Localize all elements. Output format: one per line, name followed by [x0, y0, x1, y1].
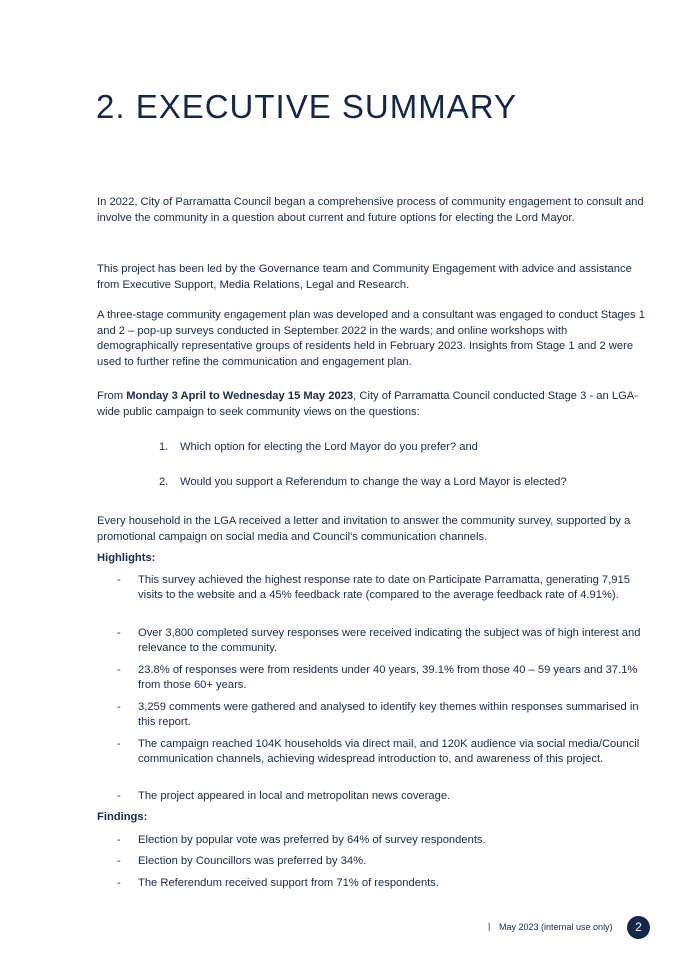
- question-item: [159, 440, 478, 456]
- finding-item: [117, 833, 645, 848]
- bullet-dash: -: [117, 664, 121, 676]
- bullet-dash: -: [117, 701, 121, 713]
- intro-paragraph-2: This project has been led by the Governance team and Community Engagement with advice and assistance from Executive Support, Media Relations, Legal and Research.: [97, 263, 632, 291]
- household-paragraph: Every household in the LGA received a letter and invitation to answer the community survey, supported by a promotional campaign on social media and Council's communication channels.: [97, 515, 631, 543]
- highlight-item: [117, 626, 645, 656]
- highlight-item: [117, 573, 645, 603]
- intro-paragraph-3: A three-stage community engagement plan was developed and a consultant was engaged to conduct Stages 1 and 2 – pop-up surveys conducted in September 2022 in the wards; and online workshops with demographically representative groups of residents held in February 2023. Insights from Stage 1 and 2 were used to further refine the communication and engagement plan.: [97, 309, 645, 368]
- bullet-dash: -: [117, 738, 121, 750]
- campaign-dates: Monday 3 April to Wednesday 15 May 2023: [126, 390, 354, 402]
- bullet-dash: -: [117, 790, 121, 802]
- finding-text: The Referendum received support from 71% of respondents.: [138, 877, 439, 889]
- question-text: Would you support a Referendum to change the way a Lord Mayor is elected?: [180, 476, 567, 488]
- highlight-text: This survey achieved the highest response rate to date on Participate Parramatta, generating 7,915 visits to the website and a 45% feedback rate (compared to the average feedback rate of 4.91%).: [138, 574, 630, 602]
- question-text: Which option for electing the Lord Mayor do you prefer? and: [180, 441, 478, 453]
- finding-item: [117, 854, 645, 869]
- finding-text: Election by Councillors was preferred by 34%.: [138, 855, 367, 867]
- highlight-text: Over 3,800 completed survey responses were received indicating the subject was of high interest and relevance to the community.: [138, 627, 641, 655]
- highlight-item: [117, 737, 645, 767]
- p4-pre: From: [97, 390, 127, 402]
- page-number-badge: 2: [627, 916, 650, 939]
- footer-separator: |: [488, 921, 491, 931]
- bullet-dash: -: [117, 627, 121, 639]
- question-number: 1.: [159, 441, 169, 453]
- bullet-dash: -: [117, 574, 121, 586]
- highlight-item: [117, 700, 645, 730]
- highlight-text: 3,259 comments were gathered and analysed to identify key themes within responses summarised in this report.: [138, 701, 639, 729]
- page-title: 2. EXECUTIVE SUMMARY: [96, 88, 517, 125]
- highlight-item: [117, 663, 645, 693]
- finding-text: Election by popular vote was preferred by 64% of survey respondents.: [138, 834, 486, 846]
- question-number: 2.: [159, 476, 169, 488]
- footer-date: May 2023 (internal use only): [499, 922, 613, 932]
- highlight-text: The project appeared in local and metropolitan news coverage.: [138, 790, 451, 802]
- bullet-dash: -: [117, 877, 121, 889]
- highlight-item: [117, 789, 645, 804]
- question-item: [159, 475, 567, 491]
- bullet-dash: -: [117, 834, 121, 846]
- highlight-text: 23.8% of responses were from residents under 40 years, 39.1% from those 40 – 59 years and 37.1% from those 60+ years.: [138, 664, 638, 692]
- bullet-dash: -: [117, 855, 121, 867]
- intro-paragraph-4: [97, 389, 645, 420]
- findings-heading: Findings:: [97, 811, 148, 823]
- finding-item: [117, 876, 645, 891]
- highlight-text: The campaign reached 104K households via direct mail, and 120K audience via social media/Council communication channels, achieving widespread introduction to, and awareness of this project.: [138, 738, 640, 766]
- highlights-heading: Highlights:: [97, 552, 156, 564]
- intro-paragraph-1: In 2022, City of Parramatta Council began a comprehensive process of community engagement to consult and involve the community in a question about current and future options for electing the Lord Mayor.: [97, 196, 644, 224]
- p4-post: , City of Parramatta Council conducted Stage 3 - an LGA-wide public campaign to seek community views on the questions:: [97, 390, 638, 418]
